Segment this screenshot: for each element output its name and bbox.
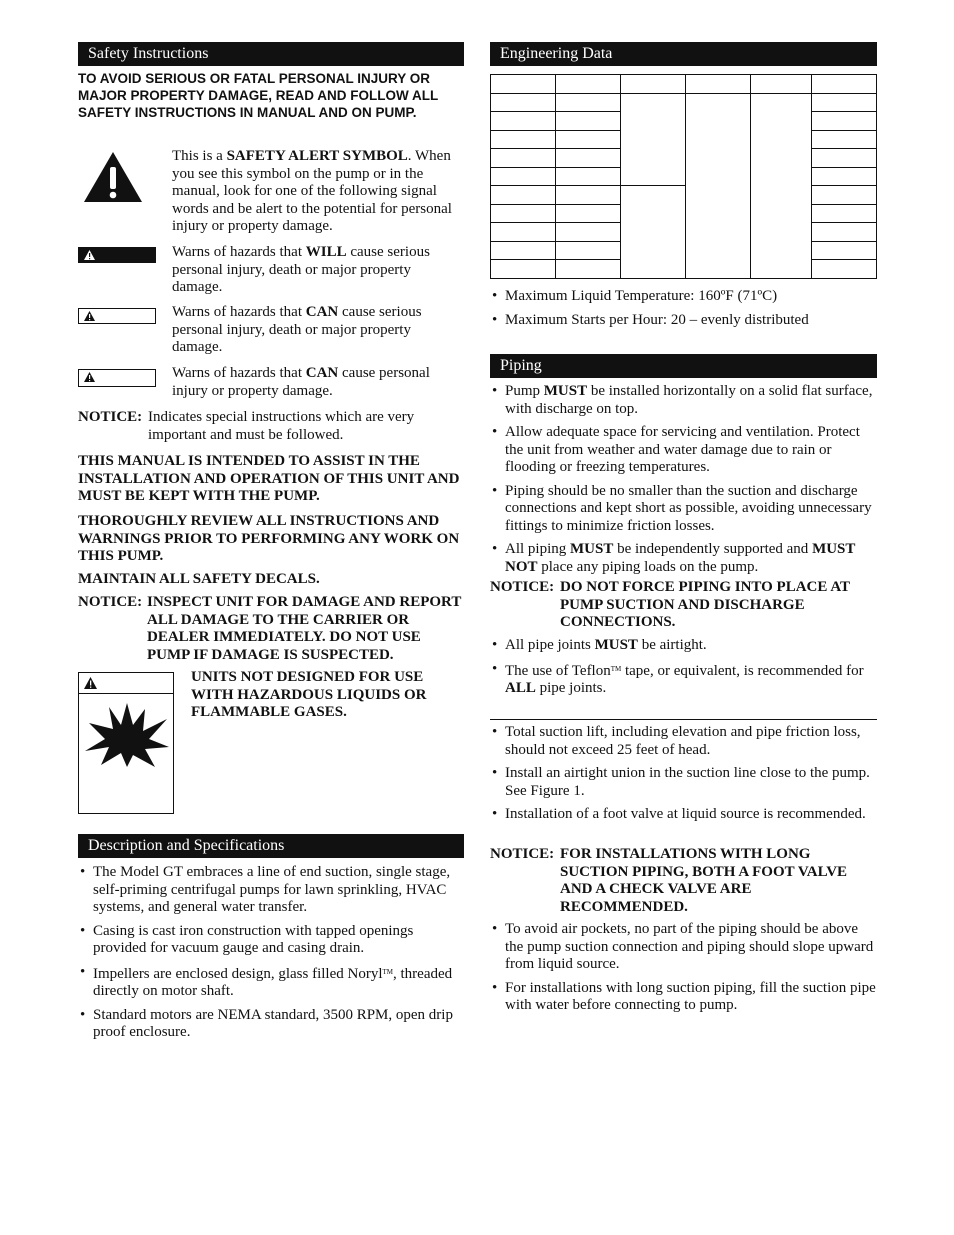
danger-text: Warns of hazards that WILL cause serious personal injury, death or major property damage. xyxy=(172,244,430,295)
notice-damage-label: NOTICE: xyxy=(78,594,143,610)
caution-signal-box xyxy=(78,369,156,387)
danger-alert-icon xyxy=(84,250,95,260)
notice-label: NOTICE: xyxy=(78,409,143,425)
engineering-data-table xyxy=(490,74,877,279)
hazard-box-header xyxy=(79,673,173,694)
list-item: • All pipe joints MUST be airtight. xyxy=(490,637,877,655)
section-divider xyxy=(490,719,877,720)
caution-alert-icon xyxy=(84,372,95,382)
safety-intro: TO AVOID SERIOUS OR FATAL PERSONAL INJURY OR MAJOR PROPERTY DAMAGE, READ AND FOLLOW ALL SAFETY INSTRUCTIONS IN MANUAL AND ON PUMP. xyxy=(78,71,439,120)
engineering-data-header: Engineering Data xyxy=(490,42,877,66)
piping-notice-text: DO NOT FORCE PIPING INTO PLACE AT PUMP SUCTION AND DISCHARGE CONNECTIONS. xyxy=(560,579,850,630)
alert-symbol-text: This is a SAFETY ALERT SYMBOL. When you see this symbol on the pump or in the manual, look for one of the following signal words and be alert to the potential for personal injury or property damage. xyxy=(172,148,452,234)
notice-text: Indicates special instructions which are very important and must be followed. xyxy=(148,409,415,443)
danger-signal-box xyxy=(78,247,156,263)
list-item: • Installation of a foot valve at liquid source is recommended. xyxy=(490,806,877,824)
list-item: • Impellers are enclosed design, glass filled Noryl™, threaded directly on motor shaft. xyxy=(78,964,464,1001)
list-item: • For installations with long suction piping, fill the suction pipe with water before connecting to pump. xyxy=(490,980,877,1015)
explosion-hazard-box xyxy=(78,672,174,814)
engineering-list xyxy=(490,288,877,335)
piping-notice-label: NOTICE: xyxy=(490,579,555,595)
suction-notice-text: FOR INSTALLATIONS WITH LONG SUCTION PIPING, BOTH A FOOT VALVE AND A CHECK VALVE ARE RECOMMENDED. xyxy=(560,846,848,915)
review-instructions-text: THOROUGHLY REVIEW ALL INSTRUCTIONS AND WARNINGS PRIOR TO PERFORMING ANY WORK ON THIS PUMP. xyxy=(78,513,460,564)
explosion-icon xyxy=(83,701,171,769)
description-specifications-header: Description and Specifications xyxy=(78,834,464,858)
table-row xyxy=(491,93,877,112)
list-item: • Install an airtight union in the suction line close to the pump. See Figure 1. xyxy=(490,765,877,800)
list-item: • The Model GT embraces a line of end suction, single stage, self-priming centrifugal pumps for lawn sprinkling, HVAC systems, and general water transfer. xyxy=(78,864,464,917)
list-item: • All piping MUST be independently supported and MUST NOT place any piping loads on the pump. xyxy=(490,541,877,576)
list-item: • Pump MUST be installed horizontally on a solid flat surface, with discharge on top. xyxy=(490,383,877,418)
piping-header: Piping xyxy=(490,354,877,378)
list-item: • Total suction lift, including elevation and pipe friction loss, should not exceed 25 feet of head. xyxy=(490,724,877,759)
list-item: • Piping should be no smaller than the suction and discharge connections and kept short as possible, avoiding unnecessary fittings to minimize friction losses. xyxy=(490,483,877,536)
right-column xyxy=(490,42,877,1013)
notice-damage-text: INSPECT UNIT FOR DAMAGE AND REPORT ALL DAMAGE TO THE CARRIER OR DEALER IMMEDIATELY. DO NOT USE PUMP IF DAMAGE IS SUSPECTED. xyxy=(147,594,462,663)
manual-intended-text: THIS MANUAL IS INTENDED TO ASSIST IN THE INSTALLATION AND OPERATION OF THIS UNIT AND MUST BE KEPT WITH THE PUMP. xyxy=(78,453,460,504)
warning-text: Warns of hazards that CAN cause serious personal injury, death or major property damage. xyxy=(172,304,422,355)
air-pockets-list xyxy=(490,921,877,1021)
list-item: • The use of Teflon™ tape, or equivalent, is recommended for ALL pipe joints. xyxy=(490,661,877,698)
description-list xyxy=(78,864,464,1048)
list-item: • Maximum Starts per Hour: 20 – evenly distributed xyxy=(490,312,877,330)
suction-notice-label: NOTICE: xyxy=(490,846,555,862)
list-item: • Allow adequate space for servicing and ventilation. Protect the unit from weather and water damage due to rain or flooding or freezing temperatures. xyxy=(490,424,877,477)
list-item: • To avoid air pockets, no part of the piping should be above the pump suction connection and piping should slope upward from liquid source. xyxy=(490,921,877,974)
caution-text: Warns of hazards that CAN cause personal injury or property damage. xyxy=(172,365,430,399)
warning-alert-icon xyxy=(84,311,95,321)
safety-instructions-header: Safety Instructions xyxy=(78,42,464,66)
list-item: • Standard motors are NEMA standard, 3500 RPM, open drip proof enclosure. xyxy=(78,1007,464,1042)
warning-signal-box xyxy=(78,308,156,324)
list-item: • Maximum Liquid Temperature: 160ºF (71ºC) xyxy=(490,288,877,306)
safety-alert-symbol-icon xyxy=(82,150,144,204)
table-row xyxy=(491,186,877,205)
left-column xyxy=(78,42,464,1040)
table-row xyxy=(491,75,877,94)
list-item: • Casing is cast iron construction with tapped openings provided for vacuum gauge and casing drain. xyxy=(78,923,464,958)
hazard-alert-icon xyxy=(84,677,97,689)
hazardous-liquids-text: UNITS NOT DESIGNED FOR USE WITH HAZARDOUS LIQUIDS OR FLAMMABLE GASES. xyxy=(191,669,427,720)
piping-joints-list xyxy=(490,637,877,704)
piping-list xyxy=(490,383,877,582)
suction-list xyxy=(490,724,877,830)
maintain-decals-text: MAINTAIN ALL SAFETY DECALS. xyxy=(78,571,320,587)
